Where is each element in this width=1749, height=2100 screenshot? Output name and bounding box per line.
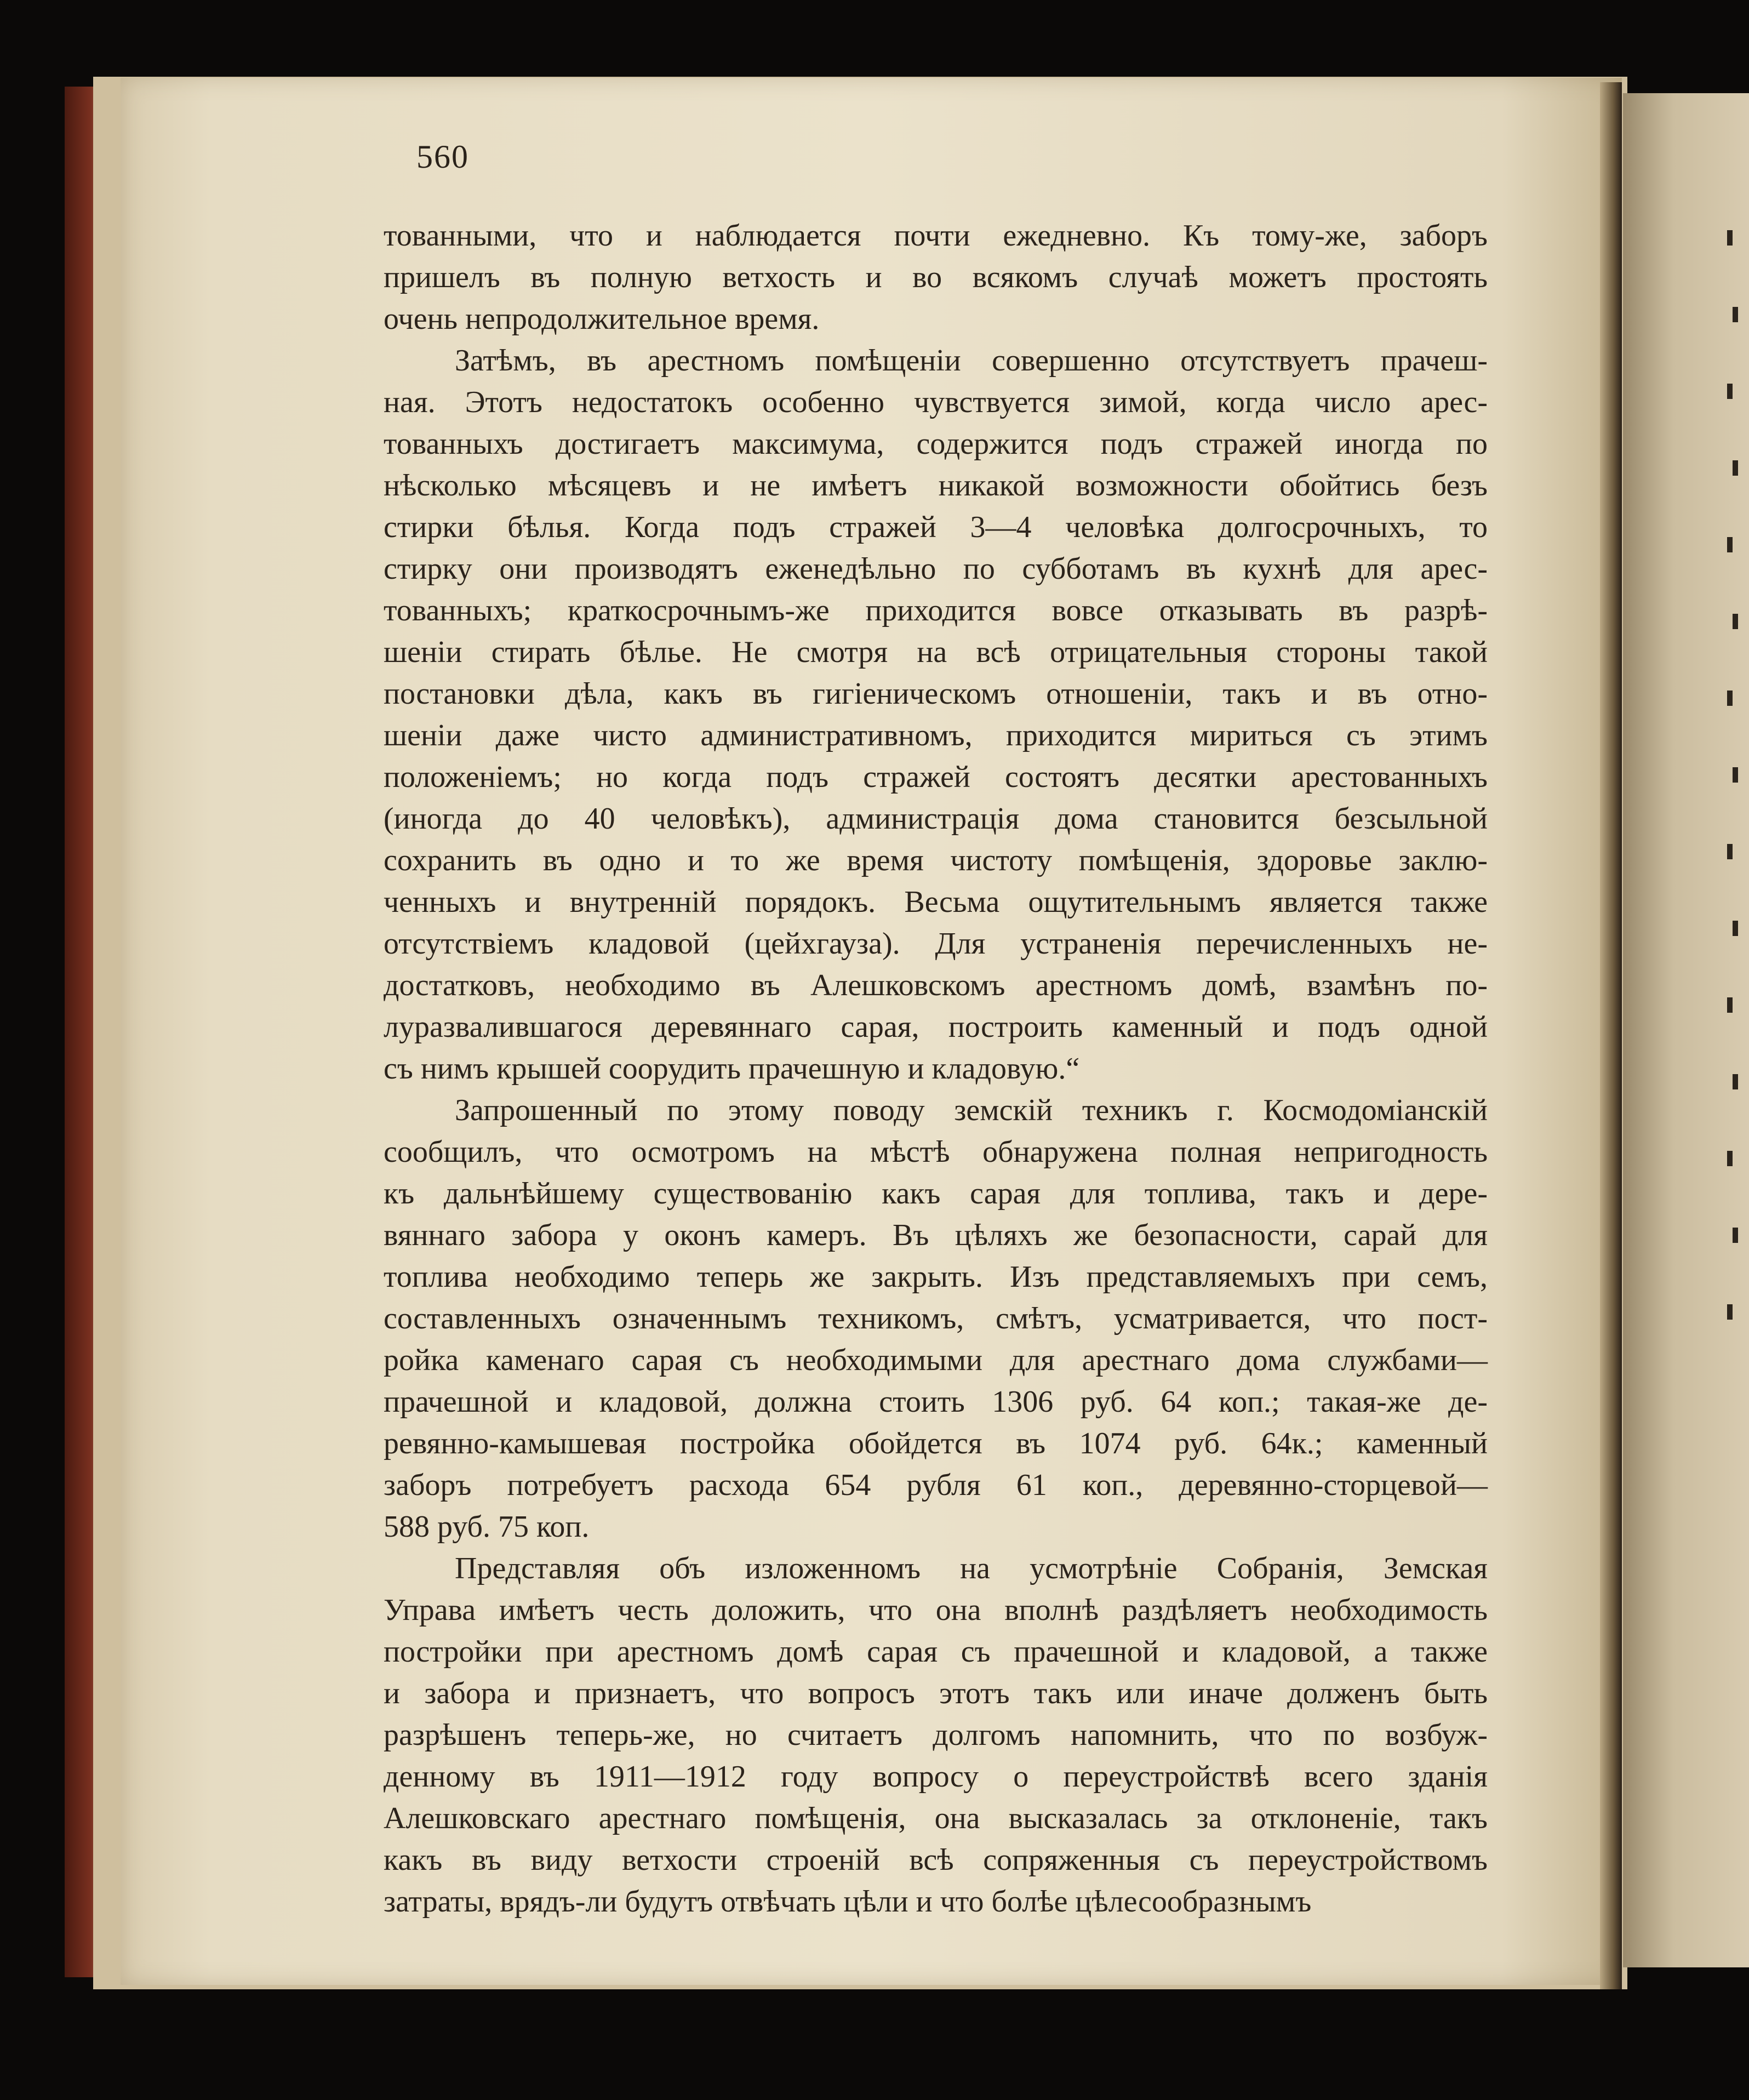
paragraph <box>384 215 1488 340</box>
text-line: ная. Этотъ недостатокъ особенно чувствуется зимой, когда число арес- <box>384 385 1488 419</box>
text-line: Затѣмъ, въ арестномъ помѣщеніи совершенно отсутствуетъ прачеш- <box>455 344 1488 378</box>
text-line: Алешковскаго арестнаго помѣщенія, она высказалась за отклоненіе, такъ <box>384 1801 1488 1835</box>
text-line: постройки при арестномъ домѣ сарая съ прачешной и кладовой, а также <box>384 1635 1488 1669</box>
text-fragment-mark <box>1733 307 1738 322</box>
text-line: вяннаго забора у оконъ камеръ. Въ цѣляхъ же безопасности, сарай для <box>384 1218 1488 1252</box>
text-line: составленныхъ означеннымъ техникомъ, смѣтъ, усматривается, что пост- <box>384 1302 1488 1336</box>
text-line: (иногда до 40 человѣкъ), администрація дома становится безсыльной <box>384 802 1488 836</box>
text-line: разрѣшенъ теперь-же, но считаетъ долгомъ напомнить, что по возбуж- <box>384 1718 1488 1752</box>
text-fragment-mark <box>1727 844 1733 859</box>
text-fragment-mark <box>1733 460 1738 476</box>
text-line: и забора и признаетъ, что вопросъ этотъ такъ или иначе долженъ быть <box>384 1676 1488 1710</box>
text-line: ревянно-камышевая постройка обойдется въ 1074 руб. 64к.; каменный <box>384 1426 1488 1460</box>
text-line: шеніи даже чисто административномъ, приходится мириться съ этимъ <box>384 718 1488 752</box>
text-line: съ нимъ крышей соорудить прачешную и кладовую.“ <box>384 1052 1080 1086</box>
page-text <box>384 215 1488 1922</box>
text-line: луразвалившагося деревяннаго сарая, построить каменный и подъ одной <box>384 1010 1488 1044</box>
text-line: Представляя объ изложенномъ на усмотрѣніе Собранія, Земская <box>455 1551 1488 1585</box>
text-line: стирки бѣлья. Когда подъ стражей 3—4 человѣка долгосрочныхъ, то <box>384 510 1488 544</box>
text-line: тованными, что и наблюдается почти ежедневно. Къ тому-же, заборъ <box>384 219 1488 253</box>
text-line: тованныхъ; краткосрочнымъ-же приходится вовсе отказывать въ разрѣ- <box>384 594 1488 627</box>
adjacent-page <box>1623 93 1749 1967</box>
text-line: ройка каменаго сарая съ необходимыми для арестнаго дома службами— <box>384 1343 1488 1377</box>
text-line: очень непродолжительное время. <box>384 302 820 336</box>
text-line: ченныхъ и внутренній порядокъ. Весьма ощутительнымъ является также <box>384 885 1488 919</box>
text-line: сообщилъ, что осмотромъ на мѣстѣ обнаружена полная непригодность <box>384 1135 1488 1169</box>
text-fragment-mark <box>1727 1151 1733 1166</box>
text-line: денному въ 1911—1912 году вопросу о переустройствѣ всего зданія <box>384 1760 1488 1794</box>
page-gutter <box>1600 82 1622 1989</box>
text-fragment-mark <box>1727 691 1733 706</box>
paragraph <box>384 1548 1488 1922</box>
text-line: какъ въ виду ветхости строеній всѣ сопряженныя съ переустройствомъ <box>384 1843 1488 1877</box>
text-line: Запрошенный по этому поводу земскій техникъ г. Космодоміанскій <box>455 1093 1488 1127</box>
text-fragment-mark <box>1733 614 1738 629</box>
text-fragment-mark <box>1727 997 1733 1013</box>
text-line: постановки дѣла, какъ въ гигіеническомъ отношеніи, такъ и въ отно- <box>384 677 1488 711</box>
text-line: пришелъ въ полную ветхость и во всякомъ случаѣ можетъ простоять <box>384 260 1488 294</box>
page-number: 560 <box>416 139 469 175</box>
text-fragment-mark <box>1727 230 1733 246</box>
text-line: тованныхъ достигаетъ максимума, содержится подъ стражей иногда по <box>384 427 1488 461</box>
paragraph <box>384 340 1488 1089</box>
text-line: прачешной и кладовой, должна стоить 1306 руб. 64 коп.; такая-же де- <box>384 1385 1488 1419</box>
text-fragment-mark <box>1733 921 1738 936</box>
text-line: топлива необходимо теперь же закрыть. Изъ представляемыхъ при семъ, <box>384 1260 1488 1294</box>
text-line: сохранить въ одно и то же время чистоту помѣщенія, здоровье заклю- <box>384 843 1488 877</box>
text-line: достатковъ, необходимо въ Алешковскомъ арестномъ домѣ, взамѣнъ по- <box>384 968 1488 1002</box>
text-fragment-mark <box>1727 384 1733 399</box>
text-fragment-mark <box>1733 767 1738 783</box>
text-line: положеніемъ; но когда подъ стражей состоятъ десятки арестованныхъ <box>384 760 1488 794</box>
text-line: отсутствіемъ кладовой (цейхгауза). Для устраненія перечисленныхъ не- <box>384 927 1488 961</box>
paragraph <box>384 1089 1488 1548</box>
text-line: 588 руб. 75 коп. <box>384 1510 590 1544</box>
text-line: заборъ потребуетъ расхода 654 рубля 61 коп., деревянно-сторцевой— <box>384 1468 1488 1502</box>
text-line: къ дальнѣйшему существованію какъ сарая для топлива, такъ и дере- <box>384 1177 1488 1211</box>
text-fragment-mark <box>1727 1304 1733 1320</box>
text-line: стирку они производятъ еженедѣльно по субботамъ въ кухнѣ для арес- <box>384 552 1488 586</box>
text-line: нѣсколько мѣсяцевъ и не имѣетъ никакой возможности обойтись безъ <box>384 469 1488 503</box>
text-line: шеніи стирать бѣлье. Не смотря на всѣ отрицательныя стороны такой <box>384 635 1488 669</box>
text-line: Управа имѣетъ честь доложить, что она вполнѣ раздѣляетъ необходимость <box>384 1593 1488 1627</box>
text-fragment-mark <box>1727 537 1733 552</box>
text-fragment-mark <box>1733 1228 1738 1243</box>
text-fragment-mark <box>1733 1074 1738 1089</box>
text-line: затраты, врядъ-ли будутъ отвѣчать цѣли и что болѣе цѣлесообразнымъ <box>384 1885 1312 1919</box>
